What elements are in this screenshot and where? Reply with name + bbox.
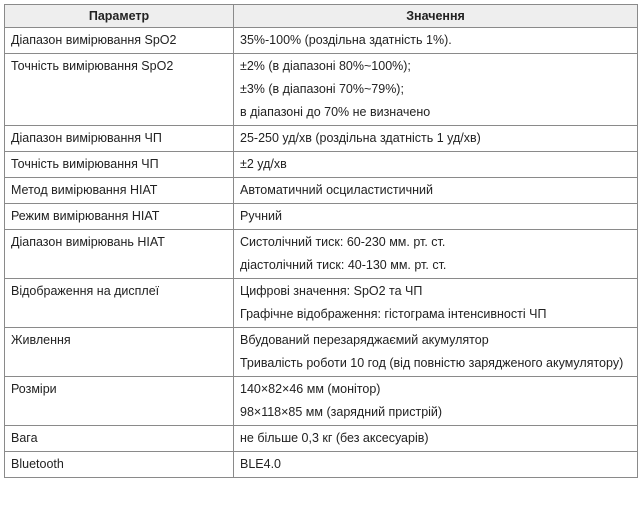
value-line: BLE4.0 xyxy=(240,457,282,471)
value-cell xyxy=(234,452,638,478)
param-label: Діапазон вимірювань НІАТ xyxy=(11,235,165,249)
param-label: Режим вимірювання НІАТ xyxy=(11,209,160,223)
table-row xyxy=(5,152,638,178)
value-cell xyxy=(234,230,638,279)
table-row xyxy=(5,54,638,126)
value-line: в діапазоні до 70% не визначено xyxy=(240,105,431,119)
value-cell xyxy=(234,178,638,204)
param-label: Bluetooth xyxy=(11,457,64,471)
param-cell xyxy=(5,204,234,230)
table-row xyxy=(5,328,638,377)
value-line: 140×82×46 мм (монітор) xyxy=(240,382,381,396)
param-label: Точність вимірювання ЧП xyxy=(11,157,159,171)
param-cell xyxy=(5,28,234,54)
value-line: 35%-100% (роздільна здатність 1%). xyxy=(240,33,452,47)
value-line: Систолічний тиск: 60-230 мм. рт. ст. xyxy=(240,235,446,249)
table-row xyxy=(5,452,638,478)
param-cell xyxy=(5,328,234,377)
table-row xyxy=(5,279,638,328)
value-line: Ручний xyxy=(240,209,282,223)
table-row xyxy=(5,230,638,279)
value-line: Графічне відображення: гістограма інтенсивності ЧП xyxy=(240,307,547,321)
value-cell xyxy=(234,204,638,230)
param-cell xyxy=(5,126,234,152)
header-value: Значення xyxy=(234,5,638,28)
param-label: Живлення xyxy=(11,333,71,347)
value-line: Автоматичний осциластистичний xyxy=(240,183,433,197)
value-line: ±2% (в діапазоні 80%~100%); xyxy=(240,59,411,73)
value-line: Вбудований перезаряджаємий акумулятор xyxy=(240,333,489,347)
value-line: не більше 0,3 кг (без аксесуарів) xyxy=(240,431,429,445)
value-cell xyxy=(234,328,638,377)
value-cell xyxy=(234,279,638,328)
param-label: Вага xyxy=(11,431,38,445)
table-row xyxy=(5,204,638,230)
param-label: Метод вимірювання НІАТ xyxy=(11,183,158,197)
param-label: Розміри xyxy=(11,382,57,396)
param-cell xyxy=(5,230,234,279)
value-cell xyxy=(234,377,638,426)
value-line: Цифрові значення: SpO2 та ЧП xyxy=(240,284,423,298)
param-cell xyxy=(5,377,234,426)
table-row xyxy=(5,377,638,426)
value-cell xyxy=(234,426,638,452)
value-line: діастолічний тиск: 40-130 мм. рт. ст. xyxy=(240,258,447,272)
table-row xyxy=(5,126,638,152)
header-parameter: Параметр xyxy=(5,5,234,28)
value-line: ±3% (в діапазоні 70%~79%); xyxy=(240,82,404,96)
param-cell xyxy=(5,152,234,178)
specifications-table xyxy=(4,4,638,478)
value-cell xyxy=(234,152,638,178)
param-cell xyxy=(5,54,234,126)
param-cell xyxy=(5,279,234,328)
param-cell xyxy=(5,178,234,204)
table-row xyxy=(5,426,638,452)
value-line: 25-250 уд/хв (роздільна здатність 1 уд/хв) xyxy=(240,131,481,145)
param-label: Діапазон вимірювання SpO2 xyxy=(11,33,177,47)
param-cell xyxy=(5,426,234,452)
param-cell xyxy=(5,452,234,478)
value-cell xyxy=(234,54,638,126)
table-header-row xyxy=(5,5,638,28)
value-line: ±2 уд/хв xyxy=(240,157,287,171)
value-line: Тривалість роботи 10 год (від повністю зарядженого акумулятору) xyxy=(240,356,624,370)
param-label: Точність вимірювання SpO2 xyxy=(11,59,174,73)
value-line: 98×118×85 мм (зарядний пристрій) xyxy=(240,405,443,419)
table-row xyxy=(5,178,638,204)
param-label: Відображення на дисплеї xyxy=(11,284,160,298)
value-cell xyxy=(234,28,638,54)
param-label: Діапазон вимірювання ЧП xyxy=(11,131,162,145)
table-row xyxy=(5,28,638,54)
value-cell xyxy=(234,126,638,152)
